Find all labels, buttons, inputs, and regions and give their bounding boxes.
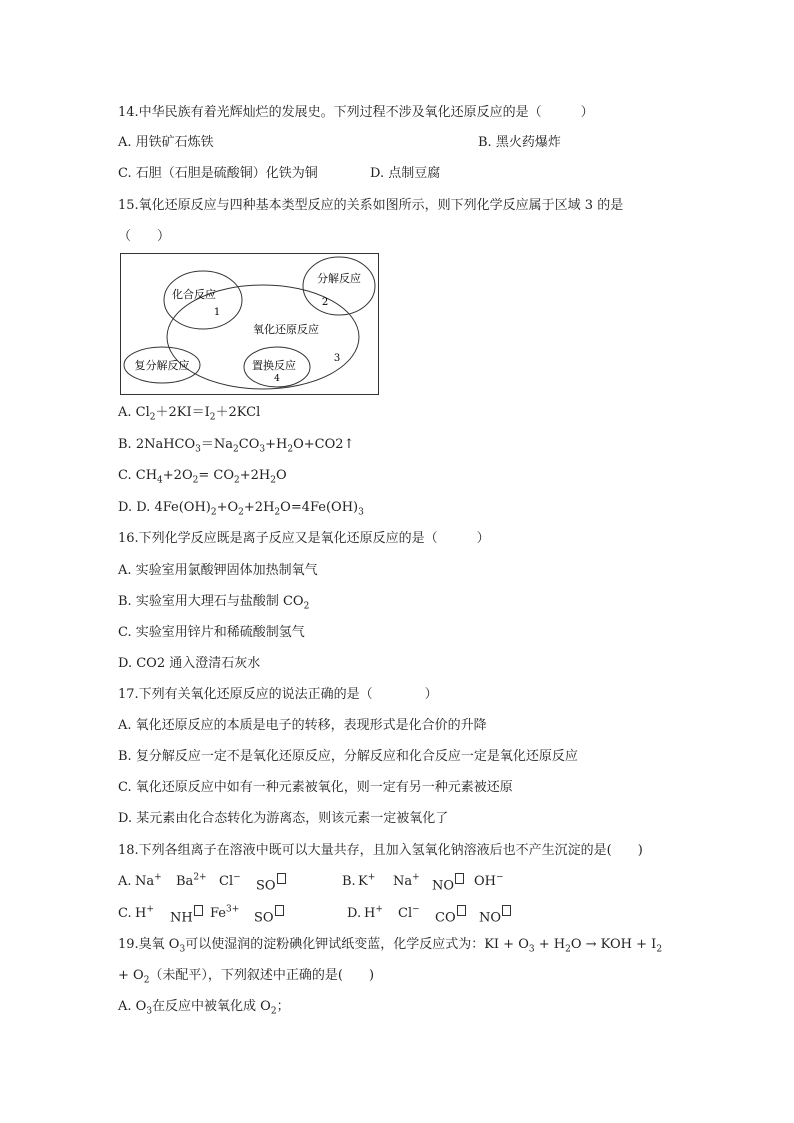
q18-a-ion-4: SO: [256, 873, 286, 895]
q15-option-c: C. $CH_4+2O_2= CO_2+2H_2O$: [118, 468, 287, 486]
displacement-label: 置换反应: [252, 359, 296, 372]
q18-c-ion-3: $Fe^{3+}$: [210, 904, 240, 921]
q15-stem: 15.氧化还原反应与四种基本类型反应的关系如图所示，则下列化学反应属于区域 3 的是: [118, 198, 624, 213]
q18-option-c-label: C.: [118, 906, 132, 921]
combination-label: 化合反应: [172, 288, 216, 301]
region-2: 2: [321, 297, 329, 308]
q15-paren: （ ）: [118, 229, 171, 244]
q18-stem: 18.下列各组离子在溶液中既可以大量共存，且加入氢氧化钠溶液后也不产生沉淀的是( ): [118, 843, 643, 858]
ion-charge-box: [457, 905, 466, 916]
q17-option-a: A. 氧化还原反应的本质是电子的转移，表现形式是化合价的升降: [118, 718, 487, 733]
q19-option-a: A. $O_3$在反应中被氧化成 $O_2$；: [118, 999, 290, 1017]
region-3: 3: [333, 353, 341, 364]
q18-b-ion-4: OH−: [474, 872, 504, 889]
q18-c-ion-1: H+: [135, 904, 154, 921]
redox-label: 氧化还原反应: [253, 323, 319, 336]
q17-option-c: C. 氧化还原反应中如有一种元素被氧化，则一定有另一种元素被还原: [118, 780, 513, 795]
q18-option-d-label: D.: [347, 906, 362, 921]
region-4: 4: [274, 374, 280, 384]
q14-option-a: A. 用铁矿石炼铁: [118, 135, 214, 150]
q19-stem-line-2: + $O_2$（未配平），下列叙述中正确的是( ): [118, 968, 375, 986]
q16-option-a: A. 实验室用氯酸钾固体加热制氧气: [118, 563, 318, 578]
double-decomposition-label: 复分解反应: [134, 359, 190, 372]
q18-b-ion-1: K+: [358, 872, 376, 889]
q18-option-b-label: B.: [342, 874, 356, 889]
decomposition-label: 分解反应: [317, 272, 361, 285]
ion-charge-box: [194, 905, 203, 916]
q18-c-ion-4: SO: [254, 905, 284, 927]
q14-option-c: C. 石胆（石胆是硫酸铜）化铁为铜: [118, 166, 318, 181]
q17-option-b: B. 复分解反应一定不是氧化还原反应，分解反应和化合反应一定是氧化还原反应: [118, 749, 578, 764]
q16-stem: 16.下列化学反应既是离子反应又是氧化还原反应的是（ ）: [118, 531, 490, 546]
q14-stem: 14.中华民族有着光辉灿烂的发展史。下列过程不涉及氧化还原反应的是（ ）: [118, 105, 594, 120]
q14-option-d: D. 点制豆腐: [370, 166, 441, 181]
q15-option-d: D. D. $4Fe(OH)_2+O_2+2H_2O=4Fe(OH)_3$: [118, 500, 364, 518]
ion-charge-box: [277, 873, 286, 884]
q18-d-ion-4: NO: [479, 905, 511, 927]
q18-a-ion-1: Na+: [135, 872, 162, 889]
q18-b-ion-2: Na+: [393, 872, 420, 889]
region-1: 1: [213, 307, 221, 318]
ion-charge-box: [275, 905, 284, 916]
q16-option-b: B. 实验室用大理石与盐酸制 $CO_2$: [118, 594, 310, 612]
q15-option-b: B. $2NaHCO_3=Na_2CO_3+H_2O+CO2↑$: [118, 437, 355, 455]
q18-b-ion-3: NO: [432, 873, 464, 895]
q18-d-ion-2: Cl−: [398, 904, 420, 921]
q18-a-ion-2: $Ba^{2+}$: [176, 872, 207, 889]
q18-c-ion-2: NH: [170, 905, 203, 927]
q15-option-a: A. $Cl_2+2KI=I_2+2KCl$: [118, 405, 261, 423]
q19-stem-line-1: 19.臭氧 $O_3$可以使湿润的淀粉碘化钾试纸变蓝，化学反应式为：KI + $O_3 + H_2O$ → KOH + $I_2$: [118, 937, 663, 955]
q18-d-ion-3: CO: [435, 905, 466, 927]
venn-diagram: [120, 253, 379, 395]
q18-option-a-label: A.: [118, 874, 132, 889]
ion-charge-box: [502, 905, 511, 916]
q16-option-c: C. 实验室用锌片和稀硫酸制氢气: [118, 625, 305, 640]
q14-option-b: B. 黑火药爆炸: [478, 135, 561, 150]
ion-charge-box: [455, 873, 464, 884]
q17-stem: 17.下列有关氧化还原反应的说法正确的是（ ）: [118, 687, 438, 702]
q16-option-d: D. CO2 通入澄清石灰水: [118, 656, 261, 671]
decomposition-ellipse: [303, 257, 375, 315]
q18-a-ion-3: Cl−: [219, 872, 241, 889]
q17-option-d: D. 某元素由化合态转化为游离态，则该元素一定被氧化了: [118, 811, 449, 826]
q18-d-ion-1: H+: [364, 904, 383, 921]
